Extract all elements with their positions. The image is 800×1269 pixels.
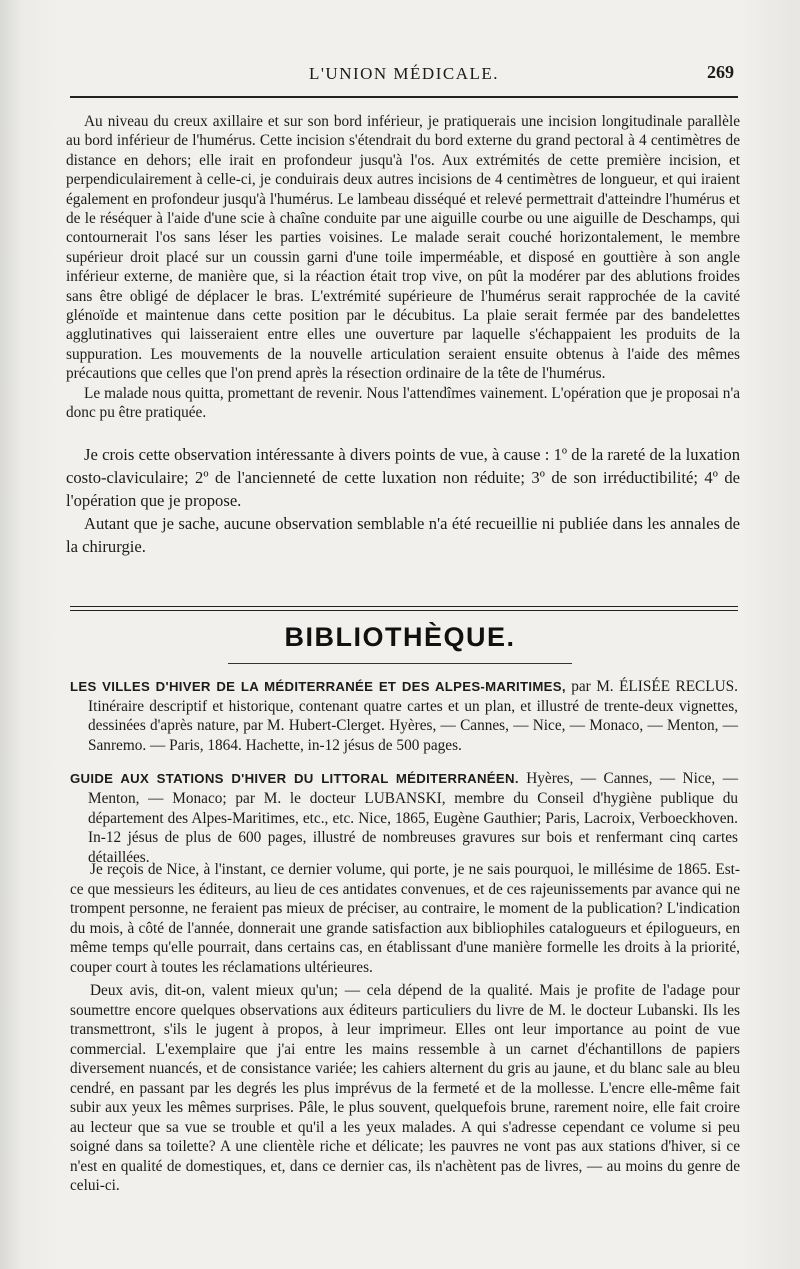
bibliography-entry bbox=[70, 769, 738, 867]
page-header bbox=[68, 62, 740, 88]
article-paragraph: Je crois cette observation intéressante à divers points de vue, à cause : 1º de la rareté de la luxation costo-claviculaire; 2º de l'ancienneté de cette luxation non réduite; 3º de son irréductibilité; 4º de l'opération que je propose. bbox=[66, 444, 740, 510]
title-underline bbox=[228, 663, 572, 664]
page-number: 269 bbox=[707, 62, 734, 82]
article-paragraph: Le malade nous quitta, promettant de revenir. Nous l'attendîmes vainement. L'opération que je proposai n'a donc pu être pratiquée. bbox=[66, 384, 740, 422]
article-body bbox=[66, 112, 740, 558]
running-head: L'UNION MÉDICALE. bbox=[308, 64, 500, 83]
entry-title: GUIDE AUX STATIONS D'HIVER DU LITTORAL MÉDITERRANÉEN. bbox=[70, 771, 519, 787]
entry-title: LES VILLES D'HIVER DE LA MÉDITERRANÉE ET DES ALPES-MARITIMES, bbox=[70, 679, 566, 694]
bibliography-entry bbox=[70, 677, 738, 755]
review-body bbox=[70, 860, 740, 1200]
bibliography-entries bbox=[70, 677, 738, 881]
entry-text: par M. ÉLISÉE RECLUS. Itinéraire descriptif et historique, contenant quatre cartes et un plan, et illustré de trente-deux vignettes, dessinées d'après nature, par M. Hubert-Clerget. Hyères, — Cannes, — Nice, — Monaco, — Menton, — Sanremo. — Paris, 1864. Hachette, in-12 jésus de 500 pages. bbox=[88, 678, 738, 754]
header-rule bbox=[70, 96, 738, 98]
review-paragraph: Deux avis, dit-on, valent mieux qu'un; — cela dépend de la qualité. Mais je profite de l'adage pour soumettre encore quelques observations aux éditeurs particuliers du livre de M. le docteur Lubanski. Ils les transmettront, s'ils le jugent à propos, à leur imprimeur. Elles ont leur importance au point de vue commercial. L'exemplaire que j'ai entre les mains ressemble à un carnet d'échantillons de papiers diversement nuancés, et de consistance variée; les cahiers alternent du gris au jaune, et du blanc sale au bleu cendré, en passant par les degrés les plus imprévus de la fermeté et de la mollesse. L'encre elle-même fait subir aux yeux les mêmes surprises. Pâle, le plus souvent, quelquefois brune, rarement noire, elle fait croire au lecteur que sa vue se trouble et qu'il a les yeux malades. A qui s'adresse cependant ce volume si peu soigné dans sa toilette? A une clientèle riche et délicate; les pauvres ne vont pas aux stations d'hiver, si ce n'est en qualité de domestiques, et, dans ce dernier cas, ils n'achètent pas de livres, — au moins du genre de celui-ci. bbox=[70, 982, 740, 1194]
review-paragraph: Je reçois de Nice, à l'instant, ce dernier volume, qui porte, je ne sais pourquoi, le millésime de 1865. Est-ce que messieurs les éditeurs, au lieu de ces antidates convenues, et de ces rajeunissements par avance qui ne trompent personne, ne feraient pas mieux de préciser, au contraire, le moment de la publication? L'indication du mois, à côté de l'année, donnerait une grande satisfaction aux bibliophiles catalogueurs et épilogueurs, en même temps qu'elle pourrait, dans certains cas, en établissant d'une manière formelle les droits à la priorité, couper court à toutes les réclamations ultérieures. bbox=[70, 861, 740, 976]
article-paragraph: Autant que je sache, aucune observation semblable n'a été recueillie ni publiée dans les annales de la chirurgie. bbox=[66, 513, 740, 556]
section-title: BIBLIOTHÈQUE. bbox=[284, 622, 516, 652]
article-paragraph: Au niveau du creux axillaire et sur son bord inférieur, je pratiquerais une incision longitudinale parallèle au bord inférieur de l'humérus. Cette incision s'étendrait du bord externe du grand pectoral à 4 centimètres de distance en dehors; elle irait en profondeur jusqu'à l'os. Aux extrémités de cette première incision, et perpendiculairement à celle-ci, je conduirais deux autres incisions de 4 centimètres de longueur, et qui iraient également en profondeur jusqu'à l'humérus. Le lambeau disséqué et relevé permettrait d'atteindre l'humérus et de le réséquer à l'aide d'une scie à chaîne conduite par une aiguille courbe ou une aiguille de Deschamps, qui contournerait l'os sans léser les parties voisines. Le malade serait couché horizontalement, le membre supérieur droit placé sur un coussin garni d'une toile imperméable, et disposé en gouttière à son angle inférieur externe, de manière que, si la réaction était trop vive, on pût la modérer par des ablutions froides sans être obligé de déplacer le bras. L'extrémité supérieure de l'humérus serait rapprochée de la cavité glénoïde et maintenue dans cette position par le décubitus. La plaie serait fermée par des bandelettes agglutinatives qui laisseraient entre elles une ouverture par laquelle s'échappaient les produits de la suppuration. Les mouvements de la nouvelle articulation seraient ensuite obtenus à l'aide des mêmes précautions que celles que l'on prend après la résection ordinaire de la tête de l'humérus. bbox=[66, 113, 740, 383]
section-double-rule bbox=[70, 606, 738, 611]
entry-text: Hyères, — Cannes, — Nice, — Menton, — Monaco; par M. le docteur LUBANSKI, membre du Conseil d'hygiène publique du département des Alpes-Maritimes, etc., etc. Nice, 1865, Eugène Gauthier; Paris, Lacroix, Verboeckhoven. In-12 jésus de plus de 600 pages, illustré de nombreuses gravures sur bois et renfermant cinq cartes détaillées. bbox=[88, 770, 738, 866]
